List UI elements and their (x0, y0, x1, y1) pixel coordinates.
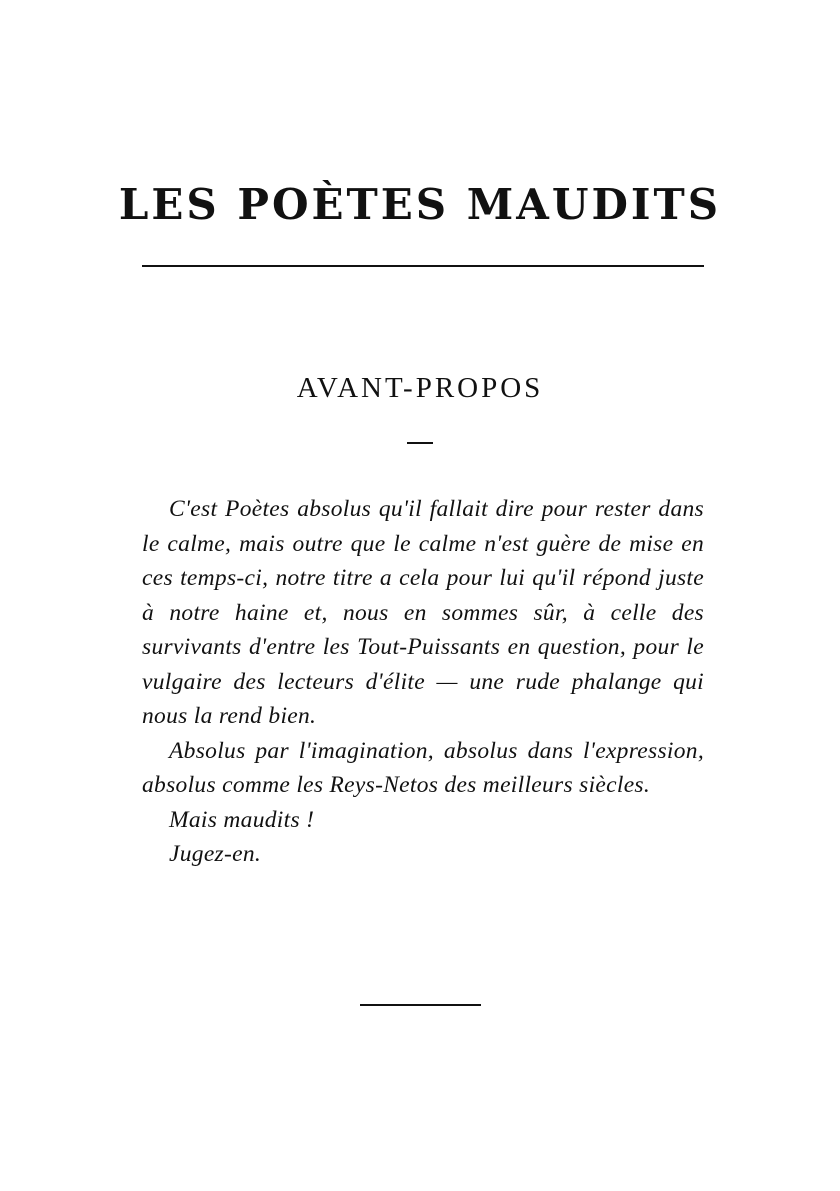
paragraph-absolus: Absolus par l'imagination, absolus dans l'expression, absolus comme les Reys-Netos des meilleurs siècles. (142, 737, 704, 798)
paragraph-intro: C'est Poètes absolus qu'il fallait dire pour rester dans le calme, mais outre que le calme n'est guère de mise en ces temps-ci, notre titre a cela pour lui qu'il répond juste à notre haine et, nous en sommes sûr, à celle des survivants d'entre les Tout-Puissants en question, pour le vulgaire des lecteurs d'élite — une rude phalange qui nous la rend bien. (142, 496, 704, 729)
paragraph-mais-maudits: Mais maudits ! (169, 806, 315, 833)
body-text (142, 492, 704, 872)
section-heading: AVANT-PROPOS (296, 372, 544, 404)
closing-rule (360, 1004, 481, 1006)
paragraph-jugez-en: Jugez-en. (169, 841, 262, 867)
title-underline-rule (142, 265, 704, 267)
page-title: LES POÈTES MAUDITS (118, 180, 722, 229)
heading-separator-dash (407, 442, 433, 444)
